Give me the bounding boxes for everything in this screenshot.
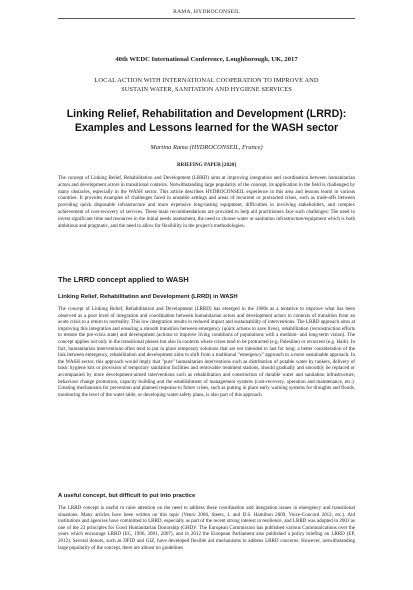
conference-line: 40th WEDC International Conference, Loughborough, UK, 2017 [115, 56, 298, 63]
briefing-paper-label: BRIEFING PAPER [2820] [177, 162, 236, 168]
section-heading: The LRRD concept applied to WASH [58, 275, 189, 284]
abstract: The concept of Linking Relief, Rehabilitation and Development (LRRD) aims at improving integration and coordination between humanitarian actors and development actors in transitional contexts. Notwithstanding large popularity of the concept, its application in the field is challenged by many obstacles, especially in the WASH sector. This article describes HYDROCONSEIL experience in this area and lessons learnt in various countries. It provides examples of challenges faced in unstable settings and areas of recurrent or protracted crises, such as trade-offs between providing quick disposable infrastructure and more expensive long-lasting equipment, difficulties in involving stakeholders, and complex achievement of cost-recovery of services. These main recommendations are provided to help aid practitioners face such challenges: The need to invest significant time and resources in the initial needs assessment, the need to choose water or sanitation infrastructure/equipment which is both ambitious and pragmatic, and the need to allow for flexibility in the project's methodologies. [58, 175, 355, 229]
theme-line-1: LOCAL ACTION WITH INTERNATIONAL COOPERATION TO IMPROVE AND [94, 77, 319, 84]
title-line-1: Linking Relief, Rehabilitation and Development (LRRD): [66, 108, 347, 120]
title-line-2: Examples and Lessons learned for the WASH sector [74, 121, 339, 134]
theme-line-2: SUSTAIN WATER, SANITATION AND HYGIENE SERVICES [121, 86, 292, 94]
paper-title [40, 108, 373, 136]
running-head: RAMA, HYDROCONSEIL [173, 9, 240, 15]
subsection-heading-lrrd: Linking Relief, Rehabilitation and Development (LRRD) in WASH [58, 294, 238, 300]
body-paragraph-useful-concept: The LRRD concept is useful to raise attention on the need to address these coordination and integration issues in emergency and transitional situations. Many articles have been written on this topic (Venro 2006, Steets, J. and D.S. Hamilton 2009, Voice-Concord 2012, etc.). Aid institutions and agencies have committed to LRRD, especially as part of the recent strong interest in resilience, and LRRD was adopted in 2003 as one of the 23 principles for Good Humanitarian Donorship (GHD)¹. The European Commission has published various Communications over the years which encourage LRRD (EC, 1996, 2001, 2007), and in 2012 the European Parliament also published a policy briefing on LRRD (EP, 2012). Several donors, such as DFID and GIZ, have developed flexible aid mechanisms to address LRRD concerns. However, notwithstanding large popularity of the concept, there are almost no guidelines [58, 505, 355, 551]
subsection-heading-useful-concept: A useful concept, but difficult to put into practice [58, 493, 196, 499]
conference-theme [58, 76, 355, 95]
body-paragraph-lrrd: The concept of Linking Relief, Rehabilitation and Development (LRRD) has emerged in the 1980s as a tentative to improve what has been observed as a poor level of integration and coordination between humanitarian actors and development actors in contexts of transition from an acute crisis to a return to normality. This low integration results in reduced impact and sustainability of interventions. The LRRD approach aims at improving this integration and ensuring a smooth transition between emergency (quick actions to save lives), rehabilitation (reconstruction efforts to restore the pre-crisis state) and development (actions to improve living conditions of populations with a medium- and long-term vision). The concept applies not only in the transitional phases but also in contexts where crises tend to be protracted (e.g. Palestine) or recurrent (e.g. Haiti). In fact, humanitarian interventions often tend to put in place temporary solutions that are not intended to last for long: a better consideration of the link between emergency, rehabilitation and development aims to shift from a traditional "emergency" approach to a more sustainable approach. In the WASH sector, this approach would imply that "pure" humanitarian interventions such as distribution of potable water by tankers, delivery of basic hygiene kits or provision of temporary sanitation facilities and removable treatment stations, should gradually and smoothly be replaced or accompanied by more development-aimed interventions such as rehabilitation and construction of durable water and sanitation infrastructure, behaviour change promotion, capacity building and the establishment of management systems (cost-recovery, operation and maintenance, etc.). Creating mechanisms for prevention and planned response to future crises, such as putting in place early warning systems for droughts and floods, monitoring the level of the water table, or developing water safety plans, is also part of this approach. [58, 306, 355, 398]
author-line: Martina Rama (HYDROCONSEIL, France) [150, 144, 263, 151]
header-rule [58, 18, 355, 19]
